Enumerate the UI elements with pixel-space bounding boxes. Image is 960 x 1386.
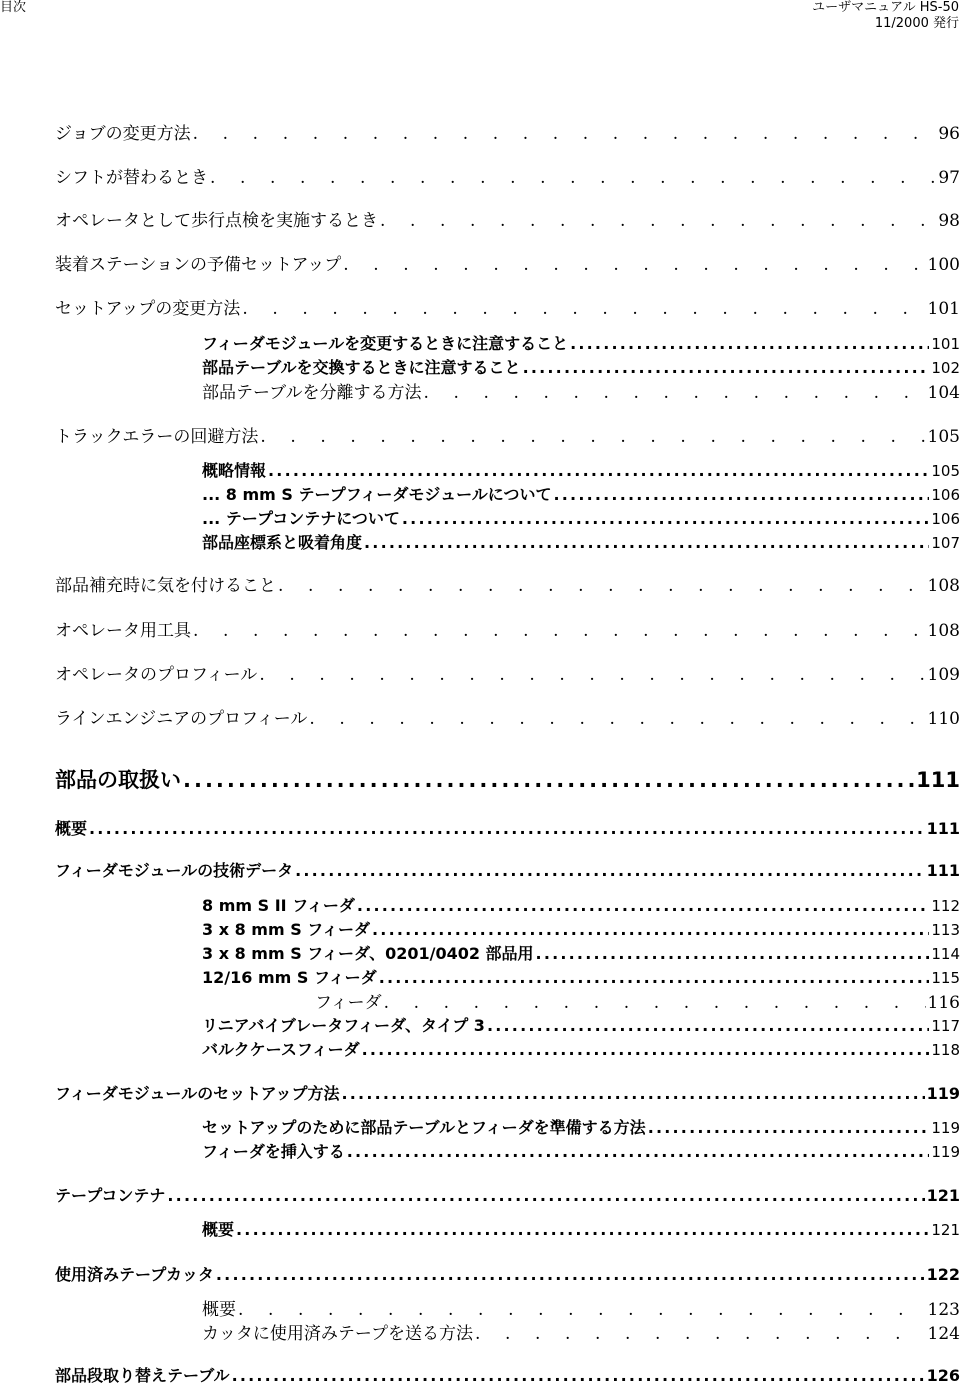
header-document-info [812,0,959,32]
toc-entry-title: テープコンテナ [55,1186,166,1205]
toc-entry-page: 97 [938,168,960,188]
toc-entry-title: オペレータ用工具 [55,621,191,641]
dot-leader [193,124,937,144]
toc-entry[interactable] [55,422,960,447]
toc-entry-title: ラインエンジニアのプロフィール [55,709,308,729]
toc-entry-title: シフトが替わるとき [55,168,208,188]
toc-entry-page: 124 [927,1324,960,1344]
toc-subentry[interactable] [202,482,960,505]
dot-leader [380,211,936,231]
toc-subentry[interactable] [202,893,960,916]
toc-entry-page: 106 [931,486,960,504]
toc-entry-title: 装着ステーションの予備セットアップ [55,255,342,275]
dot-leader [236,1220,929,1239]
dot-leader [242,299,925,319]
toc-entry-page: 123 [927,1300,960,1320]
toc-entry-page: 113 [931,921,960,939]
toc-entry-title: 概要 [202,1220,235,1239]
toc-entry-page: 106 [931,510,960,528]
dot-leader [357,896,929,915]
dot-leader [362,1040,930,1059]
toc-entry-title: 部品テーブルを分離する方法 [202,383,422,403]
toc-entry-page: 96 [938,124,960,144]
toc-subentry[interactable] [202,965,960,988]
toc-subentry[interactable] [202,506,960,529]
toc-entry[interactable] [55,250,960,275]
toc-entry-title: 部品段取り替えテーブル [55,1366,230,1385]
dot-leader [364,533,929,552]
toc-subentry[interactable] [202,1319,960,1344]
toc-entry-title: 概要 [55,819,88,838]
toc-entry-page: 122 [926,1265,960,1284]
toc-entry-title: オペレータのプロフィール [55,665,258,685]
toc-entry-page: 119 [931,1119,960,1137]
dot-leader [183,768,914,792]
toc-entry-title: ジョブの変更方法 [55,124,191,144]
header-manual-title: ユーザマニュアル HS-50 [812,0,959,15]
toc-subentry[interactable] [202,1037,960,1060]
dot-leader [260,427,925,447]
toc-entry-title: 使用済みテープカッタ [55,1265,214,1284]
dot-leader [536,944,930,963]
toc-entry[interactable] [55,704,960,729]
toc-entry-page: 105 [927,427,960,447]
toc-subentry[interactable] [202,458,960,481]
toc-entry-title: フィーダモジュールを変更するときに注意すること [202,334,569,353]
dot-leader [379,968,930,987]
dot-leader [309,709,925,729]
toc-entry-page: 101 [927,299,960,319]
toc-entry-title: セットアップの変更方法 [55,299,241,319]
toc-subentry[interactable] [202,1295,960,1320]
dot-leader [553,485,929,504]
toc-entry-page: 111 [916,768,960,792]
toc-entry-page: 98 [938,211,960,231]
toc-entry-page: 111 [926,819,960,838]
toc-entry-page: 108 [927,621,960,641]
dot-leader [372,920,929,939]
toc-entry-page: 117 [931,1017,960,1035]
dot-leader [268,461,929,480]
toc-entry-title: 概要 [202,1300,236,1320]
toc-entry-page: 119 [926,1084,960,1103]
toc-entry-page: 121 [926,1186,960,1205]
toc-entry-page: 108 [927,576,960,596]
dot-leader [216,1265,925,1284]
toc-entry[interactable] [55,816,960,839]
toc-subentry[interactable] [202,1115,960,1138]
toc-entry-title: 12/16 mm S フィーダ [202,968,377,987]
toc-entry-page: 102 [931,359,960,377]
dot-leader [347,1142,930,1161]
toc-chapter[interactable] [55,764,960,794]
toc-entry-page: 118 [931,1041,960,1059]
dot-leader [475,1324,926,1344]
toc-entry[interactable] [55,616,960,641]
toc-entry-title: 概略情報 [202,461,267,480]
toc-entry[interactable] [55,660,960,685]
dot-leader [238,1300,926,1320]
toc-entry-title: 部品の取扱い [55,768,181,792]
dot-leader [523,358,930,377]
toc-entry-page: 121 [931,1221,960,1239]
toc-subentry[interactable] [202,1013,960,1036]
toc-subentry[interactable] [202,941,960,964]
toc-entry-page: 116 [927,993,960,1013]
dot-leader [278,576,926,596]
toc-entry-page: 115 [931,969,960,987]
toc-entry-page: 119 [931,1143,960,1161]
toc-entry[interactable] [55,1262,960,1285]
dot-leader [487,1016,929,1035]
toc-subentry[interactable] [202,331,960,354]
toc-entry-page: 104 [927,383,960,403]
dot-leader [343,255,925,275]
dot-leader [570,334,929,353]
header-section-label: 目次 [0,0,27,15]
dot-leader [259,665,925,685]
toc-entry-title: フィーダモジュールのセットアップ方法 [55,1084,340,1103]
toc-entry-title: フィーダモジュールの技術データ [55,861,294,880]
dot-leader [193,621,926,641]
toc-subentry[interactable] [202,917,960,940]
toc-entry[interactable] [55,294,960,319]
toc-entry-title: リニアバイブレータフィーダ、タイプ 3 [202,1016,485,1035]
toc-subentry[interactable] [202,530,960,553]
toc-subentry[interactable] [202,355,960,378]
toc-entry[interactable] [55,1081,960,1104]
toc-entry-page: 112 [931,897,960,915]
toc-entry-title: バルクケースフィーダ [202,1040,360,1059]
toc-entry[interactable] [55,858,960,881]
dot-leader [210,168,936,188]
toc-entry-page: 110 [927,709,960,729]
toc-entry-title: 8 mm S II フィーダ [202,896,355,915]
toc-entry-title: 部品補充時に気を付けること [55,576,276,596]
toc-entry[interactable] [55,1183,960,1206]
toc-entry-title: トラックエラーの回避方法 [55,427,259,447]
toc-entry-title: 3 x 8 mm S フィーダ [202,920,371,939]
toc-entry-page: 101 [931,335,960,353]
toc-entry-title: ... テープコンテナについて [202,509,400,528]
toc-entry-page: 111 [926,861,960,880]
toc-subentry[interactable] [202,378,960,403]
toc-subentry[interactable] [202,1139,960,1162]
dot-leader [423,383,925,403]
toc-entry-title: カッタに使用済みテープを送る方法 [202,1324,473,1344]
toc-entry-page: 105 [931,462,960,480]
dot-leader [402,509,929,528]
toc-entry-title: 部品テーブルを交換するときに注意すること [202,358,521,377]
dot-leader [384,993,926,1013]
toc-entry-page: 109 [927,665,960,685]
toc-entry-page: 126 [926,1366,960,1385]
toc-subentry[interactable] [202,988,960,1013]
toc-entry-page: 107 [931,534,960,552]
toc-entry-title: ... 8 mm S テープフィーダモジュールについて [202,485,552,504]
toc-entry[interactable] [55,206,960,231]
toc-entry-page: 100 [927,255,960,275]
dot-leader [232,1366,925,1385]
dot-leader [648,1118,930,1137]
dot-leader [341,1084,924,1103]
dot-leader [89,819,925,838]
toc-entry-page: 114 [931,945,960,963]
dot-leader [295,861,925,880]
toc-entry-title: フィーダ [315,993,382,1013]
toc-entry-title: 部品座標系と吸着角度 [202,533,363,552]
toc-entry-title: オペレータとして歩行点検を実施するとき [55,211,378,231]
toc-subentry[interactable] [202,1217,960,1240]
toc-entry[interactable] [55,571,960,596]
dot-leader [167,1186,924,1205]
toc-entry[interactable] [55,163,960,188]
header-issue-date: 11/2000 発行 [874,16,959,31]
toc-entry[interactable] [55,119,960,144]
toc-entry-title: セットアップのために部品テーブルとフィーダを準備する方法 [202,1118,646,1137]
toc-entry-title: 3 x 8 mm S フィーダ、0201/0402 部品用 [202,944,534,963]
toc-entry-title: フィーダを挿入する [202,1142,345,1161]
